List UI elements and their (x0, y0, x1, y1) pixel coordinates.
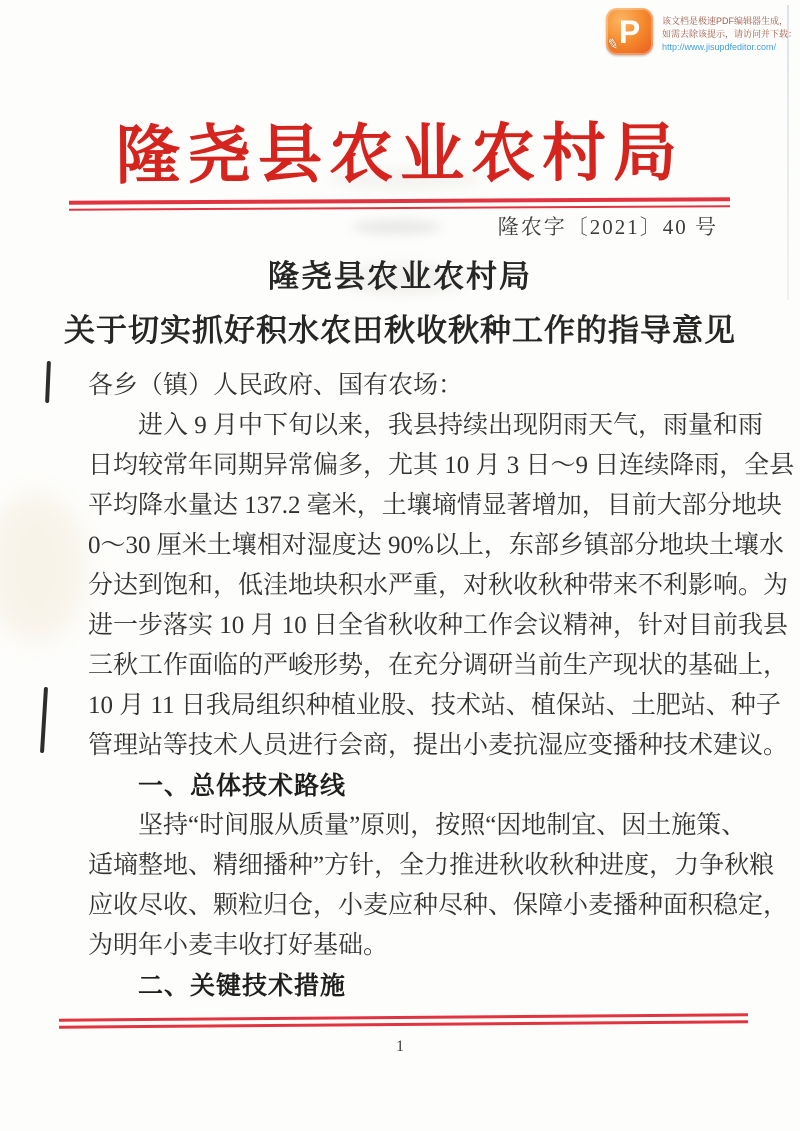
logo-letter: P (618, 14, 641, 50)
document-title (0, 251, 800, 350)
body-line: 10 月 11 日我局组织种植业股、技术站、植保站、土肥站、种子 (88, 692, 781, 719)
letterhead-agency-name: 隆尧县农业农村局 (115, 117, 685, 192)
binding-ink-mark (45, 361, 51, 403)
body-line: 分达到饱和，低洼地块积水严重，对秋收秋种带来不利影响。为 (88, 572, 789, 599)
body-line: 三秋工作面临的严峻形势，在充分调研当前生产现状的基础上， (88, 652, 789, 679)
watermark-line2: 如需去除该提示，请访问并下载： (662, 29, 798, 39)
section-heading: 二、关键技术措施 (138, 972, 347, 1000)
footer-rule (59, 1013, 748, 1028)
document-number: 隆农字〔2021〕40 号 (497, 215, 718, 239)
body-line: 坚持“时间服从质量”原则，按照“因地制宜、因土施策、 (138, 812, 747, 839)
pdf-editor-logo-icon (606, 8, 653, 55)
pencil-icon: ✎ (605, 34, 621, 54)
body-line: 进入 9 月中下旬以来，我县持续出现阴雨天气，雨量和雨 (138, 412, 764, 439)
watermark-text (662, 8, 797, 55)
letterhead-rule (69, 197, 730, 210)
body-line: 管理站等技术人员进行会商，提出小麦抗湿应变播种技术建议。 (88, 732, 789, 759)
body-line: 日均较常年同期异常偏多，尤其 10 月 3 日～9 日连续降雨，全县 (88, 452, 795, 479)
pdf-editor-watermark (606, 8, 797, 55)
body-line: 平均降水量达 137.2 毫米，土壤墒情显著增加，目前大部分地块 (88, 492, 782, 519)
scan-smudge (0, 492, 86, 642)
body-line: 进一步落实 10 月 10 日全省秋收种工作会议精神，针对目前我县 (88, 612, 789, 639)
body-line: 适墒整地、精细播种”方针，全力推进秋收秋种进度，力争秋粮 (88, 852, 775, 879)
binding-ink-mark (40, 687, 48, 753)
body-line: 应收尽收、颗粒归仓，小麦应种尽种、保障小麦播种面积稳定， (88, 892, 789, 919)
salutation-line: 各乡（镇）人民政府、国有农场： (88, 372, 464, 399)
document-title-line2: 关于切实抓好积水农田秋收秋种工作的指导意见 (64, 313, 736, 348)
body-line: 为明年小麦丰收打好基础。 (88, 932, 389, 959)
document-title-line1: 隆尧县农业农村局 (268, 259, 532, 294)
watermark-url-link[interactable]: http://www.jisupdfeditor.com/ (662, 42, 777, 52)
document-body (88, 366, 795, 1006)
section-heading: 一、总体技术路线 (138, 772, 347, 800)
page-number: 1 (396, 1038, 404, 1055)
watermark-line1: 该文档是极速PDF编辑器生成， (662, 16, 789, 26)
body-line: 0～30 厘米土壤相对湿度达 90%以上，东部乡镇部分地块土壤水 (88, 532, 784, 559)
